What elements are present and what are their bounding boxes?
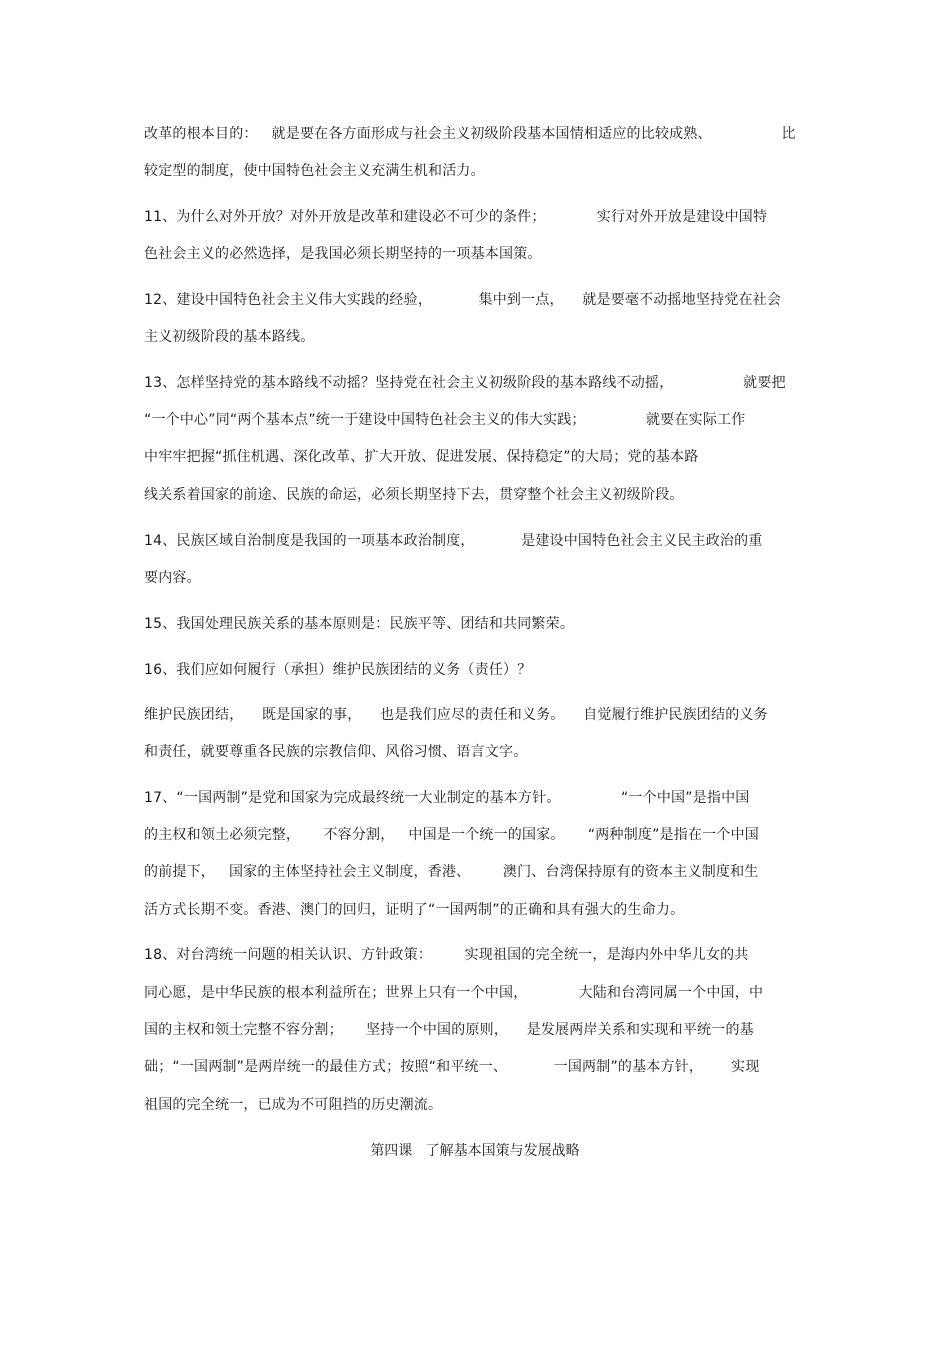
text-line: 色社会主义的必然选择，是我国必须长期坚持的一项基本国策。 [144, 246, 542, 262]
lesson-heading: 第四课 了解基本国策与发展战略 [370, 1143, 580, 1159]
text-line: 16、我们应如何履行（承担）维护民族团结的义务（责任）？ [144, 662, 532, 678]
text-line: 主义初级阶段的基本路线。 [144, 329, 315, 345]
text-line: 的主权和领土必须完整， 不容分割， 中国是一个统一的国家。 “两种制度”是指在一个中国 [144, 827, 759, 843]
text-line: 同心愿，是中华民族的根本利益所在；世界上只有一个中国， 大陆和台湾同属一个中国，中 [144, 985, 764, 1001]
text-line: 维护民族团结， 既是国家的事， 也是我们应尽的责任和义务。 自觉履行维护民族团结的义务 [144, 707, 768, 723]
text-line: 中牢牢把握“抓住机遇、深化改革、扩大开放、促进发展、保持稳定”的大局；党的基本路 [144, 449, 699, 465]
text-line: 17、“一国两制”是党和国家为完成最终统一大业制定的基本方针。 “一个中国”是指中国 [144, 790, 750, 806]
text-line: 18、对台湾统一问题的相关认识、方针政策： 实现祖国的完全统一，是海内外中华儿女的共 [144, 947, 749, 963]
text-line: 国的主权和领土完整不容分割； 坚持一个中国的原则， 是发展两岸关系和实现和平统一的基 [144, 1022, 754, 1038]
text-line: 12、建设中国特色社会主义伟大实践的经验， 集中到一点， 就是要毫不动摇地坚持党在社会 [144, 292, 782, 308]
text-line: 要内容。 [144, 570, 201, 586]
text-line: 活方式长期不变。香港、澳门的回归，证明了“一国两制”的正确和具有强大的生命力。 [144, 902, 685, 918]
text-line: 的前提下， 国家的主体坚持社会主义制度，香港、 澳门、台湾保持原有的资本主义制度和生 [144, 864, 759, 880]
text-line: 15、我国处理民族关系的基本原则是：民族平等、团结和共同繁荣。 [144, 616, 575, 632]
text-line: 线关系着国家的前途、民族的命运，必须长期坚持下去，贯穿整个社会主义初级阶段。 [144, 487, 684, 503]
text-line: 和责任，就要尊重各民族的宗教信仰、风俗习惯、语言文字。 [144, 744, 528, 760]
text-line: 11、为什么对外开放？对外开放是改革和建设必不可少的条件； 实行对外开放是建设中国特 [144, 209, 768, 225]
text-line: 改革的根本目的： 就是要在各方面形成与社会主义初级阶段基本国情相适应的比较成熟、 比 [144, 126, 796, 142]
text-line: 14、民族区域自治制度是我国的一项基本政治制度， 是建设中国特色社会主义民主政治的重 [144, 533, 763, 549]
text-line: 13、怎样坚持党的基本路线不动摇？坚持党在社会主义初级阶段的基本路线不动摇， 就要把 [144, 375, 786, 391]
text-line: 较定型的制度，使中国特色社会主义充满生机和活力。 [144, 163, 485, 179]
text-line: “一个中心”同“两个基本点”统一于建设中国特色社会主义的伟大实践； 就要在实际工作 [144, 412, 746, 428]
text-line: 祖国的完全统一，已成为不可阻挡的历史潮流。 [144, 1097, 443, 1113]
text-line: 础；“一国两制”是两岸统一的最佳方式；按照“和平统一、 一国两制”的基本方针， 实现 [144, 1059, 760, 1075]
